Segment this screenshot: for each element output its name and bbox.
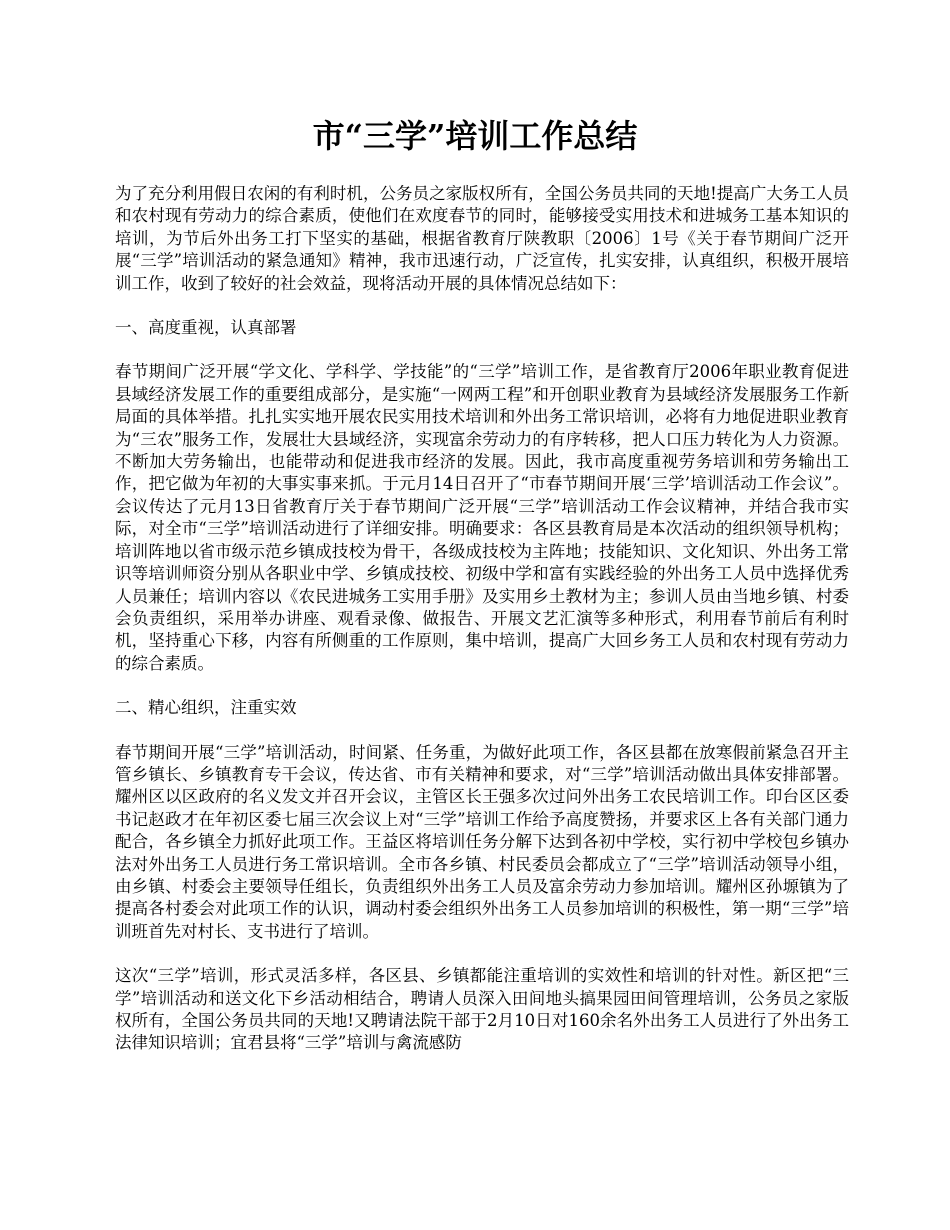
section-heading-1: 一、高度重视，认真部署 xyxy=(115,318,297,338)
section-2-paragraph-1: 春节期间开展“三学”培训活动，时间紧、任务重，为做好此项工作，各区县都在放寒假前紧急召开主管乡镇长、乡镇教育专干会议，传达省、市有关精神和要求，对“三学”培训活动做出具体安排部署。耀州区以区政府的名义发文并召开会议，主管区长王强多次过问外出务工农民培训工作。印台区区委书记赵政才在年初区委七届三次会议上对“三学”培训工作给予高度赞扬，并要求区上各有关部门通力配合，各乡镇全力抓好此项工作。王益区将培训任务分解下达到各初中学校，实行初中学校包乡镇办法对外出务工人员进行务工常识培训。全市各乡镇、村民委员会都成立了“三学”培训活动领导小组，由乡镇、村委会主要领导任组长，负责组织外出务工人员及富余劳动力参加培训。耀州区孙塬镇为了提高各村委会对此项工作的认识，调动村委会组织外出务工人员参加培训的积极性，第一期“三学”培训班首先对村长、支书进行了培训。 xyxy=(115,742,849,941)
intro-paragraph: 为了充分利用假日农闲的有利时机，公务员之家版权所有，全国公务员共同的天地!提高广大务工人员和农村现有劳动力的综合素质，使他们在欢度春节的同时，能够接受实用技术和进城务工基本知识的培训，为节后外出务工打下坚实的基础，根据省教育厅陕教职〔2006〕1号《关于春节期间广泛开展“三学”培训活动的紧急通知》精神，我市迅速行动，广泛宣传，扎实安排，认真组织，积极开展培训工作，收到了较好的社会效益，现将活动开展的具体情况总结如下： xyxy=(115,184,849,293)
section-heading-2: 二、精心组织，注重实效 xyxy=(115,698,297,718)
section-1-paragraph: 春节期间广泛开展“学文化、学科学、学技能”的“三学”培训工作，是省教育厅2006年职业教育促进县域经济发展工作的重要组成部分，是实施“一网两工程”和开创职业教育为县域经济发展服务工作新局面的具体举措。扎扎实实地开展农民实用技术培训和外出务工常识培训，必将有力地促进职业教育为“三农”服务工作，发展壮大县域经济，实现富余劳动力的有序转移，把人口压力转化为人力资源。不断加大劳务输出，也能带动和促进我市经济的发展。因此，我市高度重视劳务培训和劳务输出工作，把它做为年初的大事实事来抓。于元月14日召开了“市春节期间开展‘三学’培训活动工作会议”。会议传达了元月13日省教育厅关于春节期间广泛开展“三学”培训活动工作会议精神，并结合我市实际，对全市“三学”培训活动进行了详细安排。明确要求：各区县教育局是本次活动的组织领导机构；培训阵地以省市级示范乡镇成技校为骨干，各级成技校为主阵地；技能知识、文化知识、外出务工常识等培训师资分别从各职业中学、乡镇成技校、初级中学和富有实践经验的外出务工人员中选择优秀人员兼任；培训内容以《农民进城务工实用手册》及实用乡土教材为主；参训人员由当地乡镇、村委会负责组织，采用举办讲座、观看录像、做报告、开展文艺汇演等多种形式，利用春节前后有利时机，坚持重心下移，内容有所侧重的工作原则，集中培训，提高广大回乡务工人员和农村现有劳动力的综合素质。 xyxy=(115,362,849,673)
section-2-paragraph-2: 这次“三学”培训，形式灵活多样，各区县、乡镇都能注重培训的实效性和培训的针对性。新区把“三学”培训活动和送文化下乡活动相结合，聘请人员深入田间地头搞果园田间管理培训，公务员之家版权所有，全国公务员共同的天地!又聘请法院干部于2月10日对160余名外出务工人员进行了外出务工法律知识培训；宜君县将“三学”培训与禽流感防 xyxy=(115,966,849,1053)
document-body xyxy=(115,183,849,1055)
document-title: 市“三学”培训工作总结 xyxy=(312,117,638,155)
